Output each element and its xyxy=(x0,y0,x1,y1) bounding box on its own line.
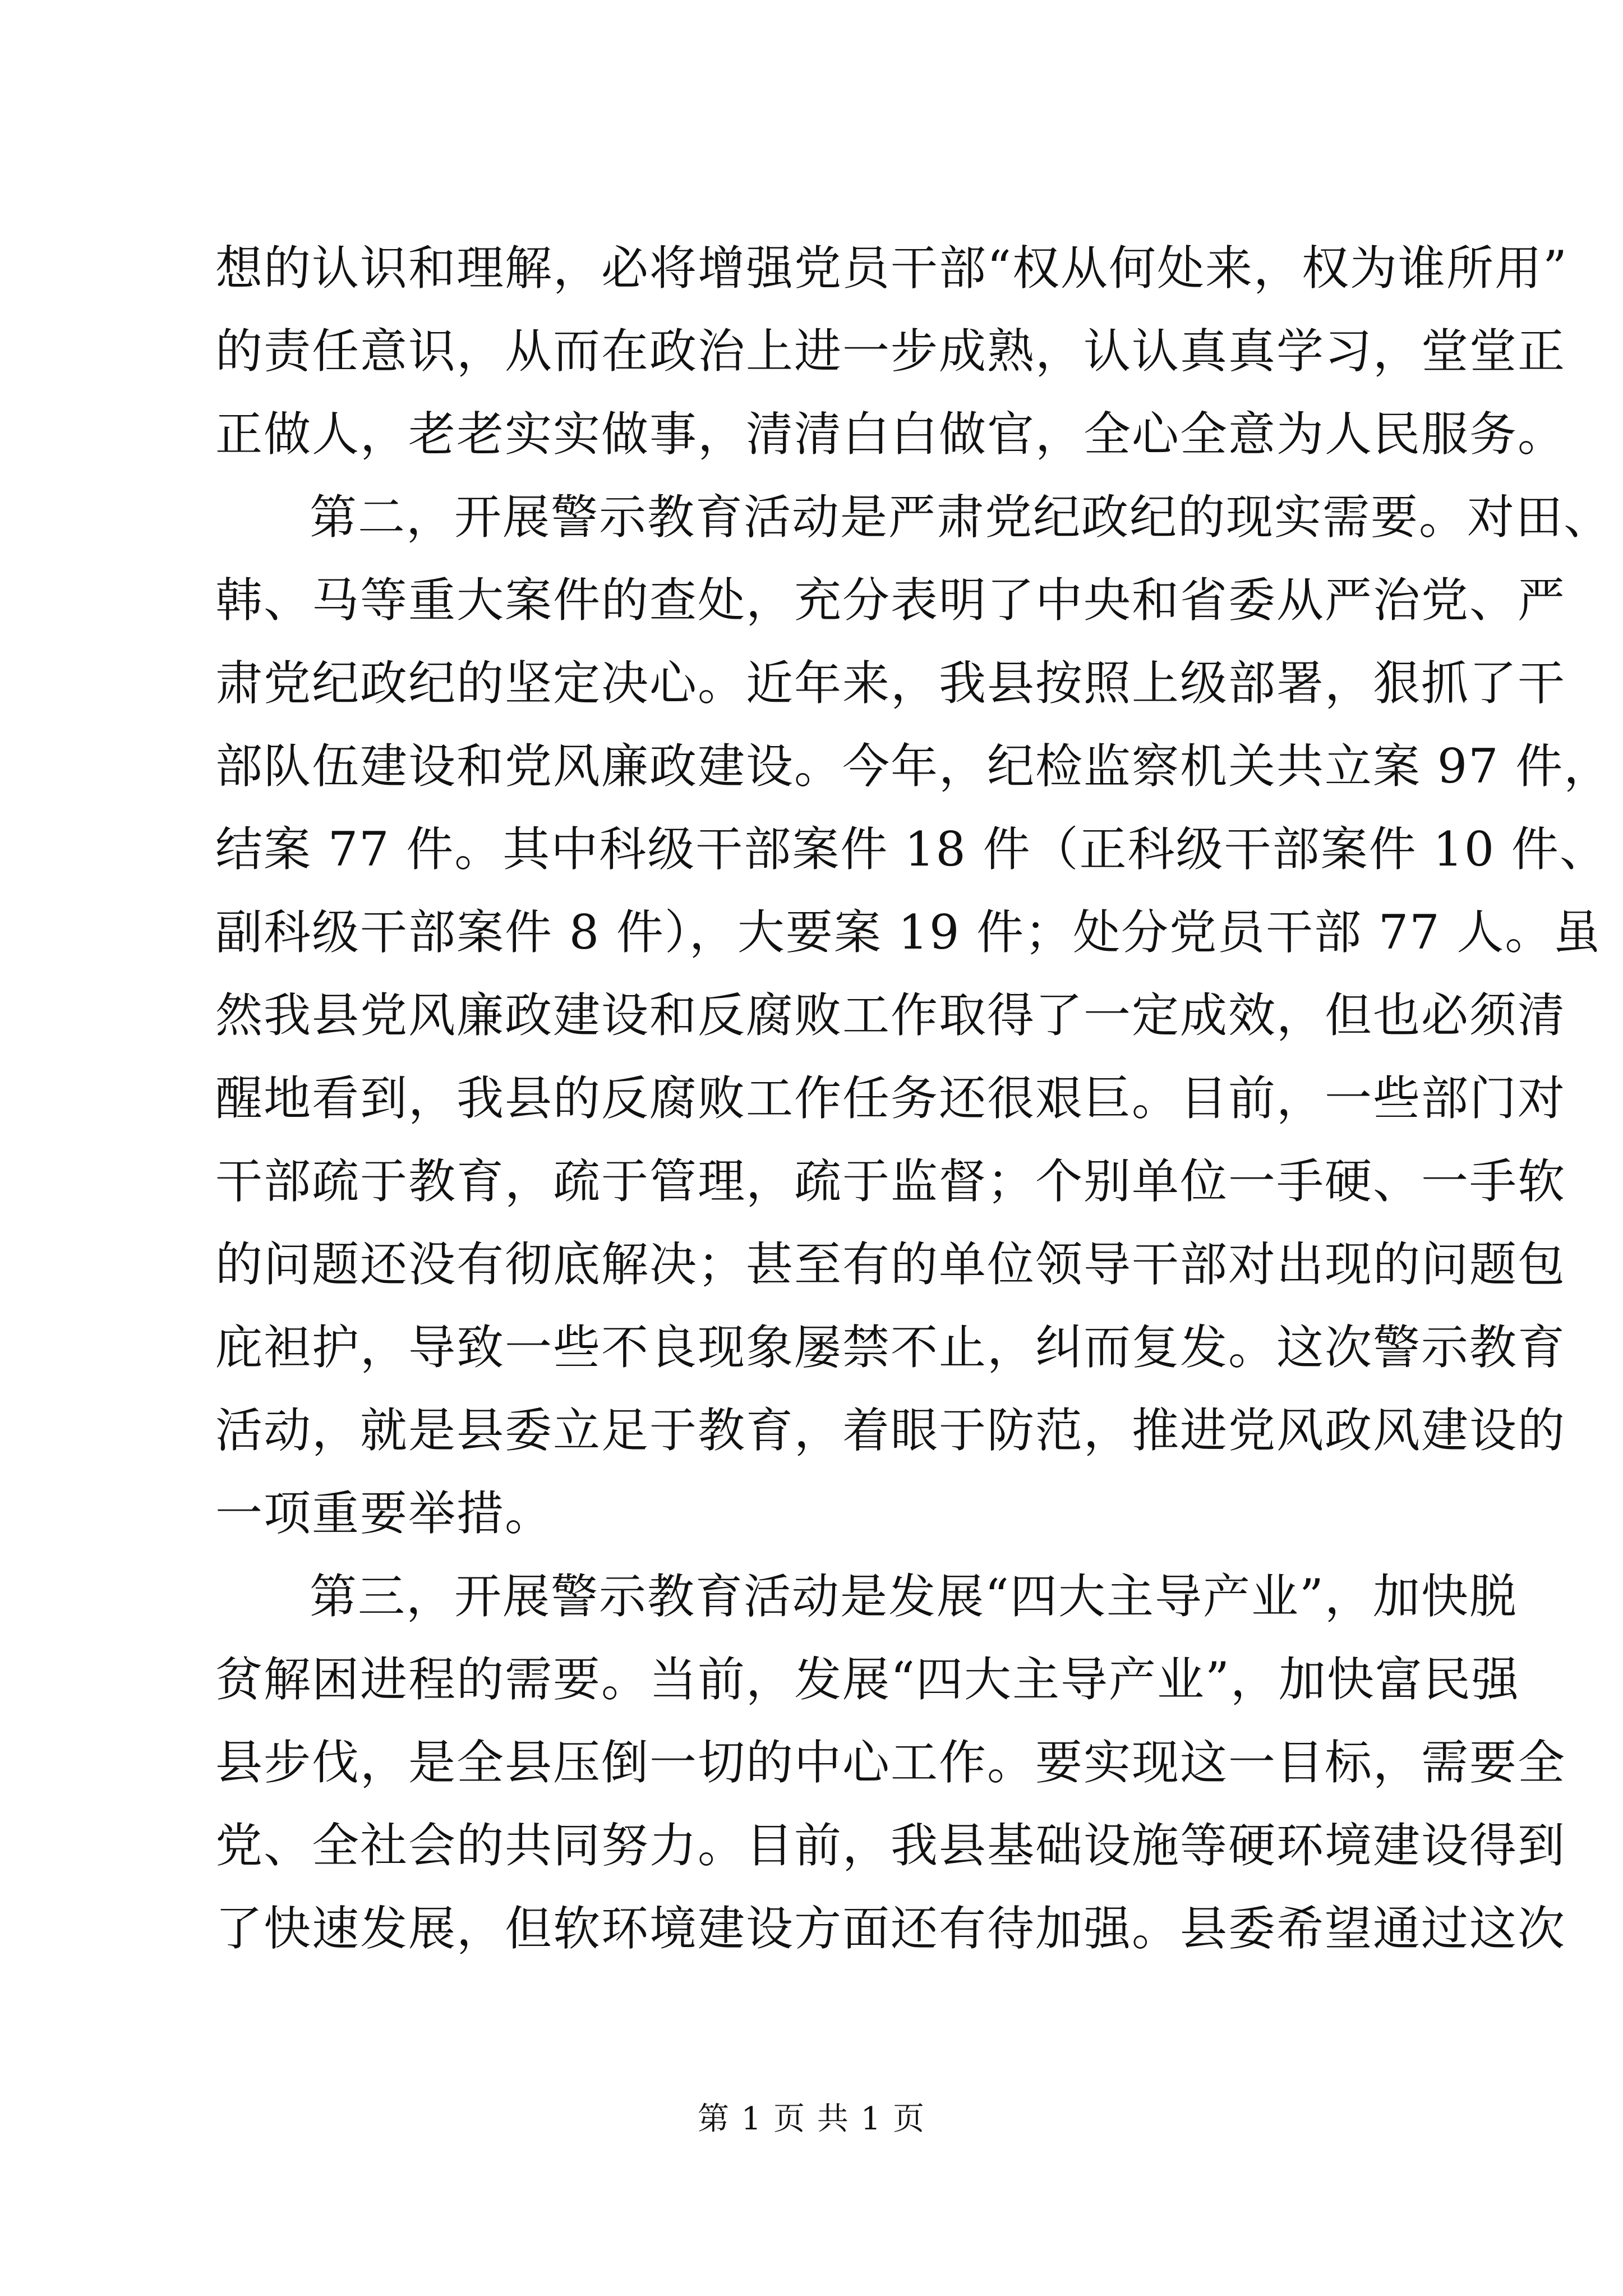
paragraph-start-line: 第二，开展警示教育活动是严肃党纪政纪的现实需要。对田、 xyxy=(310,490,1612,545)
document-body xyxy=(215,227,1612,1970)
text-line: 韩、马等重大案件的查处，充分表明了中央和省委从严治党、严 xyxy=(215,573,1566,628)
text-line: 县步伐，是全县压倒一切的中心工作。要实现这一目标，需要全 xyxy=(215,1735,1566,1790)
paragraph-start-line: 第三，开展警示教育活动是发展“四大主导产业”，加快脱 xyxy=(310,1569,1518,1624)
text-line: 醒地看到，我县的反腐败工作任务还很艰巨。目前，一些部门对 xyxy=(215,1071,1566,1126)
page-footer: 第 1 页 共 1 页 xyxy=(697,2101,926,2137)
text-line: 想的认识和理解，必将增强党员干部“权从何处来，权为谁所用” xyxy=(215,241,1568,296)
text-line: 肃党纪政纪的坚定决心。近年来，我县按照上级部署，狠抓了干 xyxy=(215,656,1566,711)
text-line: 活动，就是县委立足于教育，着眼于防范，推进党风政风建设的 xyxy=(215,1403,1566,1458)
text-line: 然我县党风廉政建设和反腐败工作取得了一定成效，但也必须清 xyxy=(215,988,1566,1043)
text-line: 副科级干部案件 8 件），大要案 19 件；处分党员干部 77 人。虽 xyxy=(215,905,1602,960)
text-line: 的问题还没有彻底解决；甚至有的单位领导干部对出现的问题包 xyxy=(215,1237,1566,1292)
text-line: 党、全社会的共同努力。目前，我县基础设施等硬环境建设得到 xyxy=(215,1818,1566,1873)
text-line: 的责任意识，从而在政治上进一步成熟，认认真真学习，堂堂正 xyxy=(215,324,1566,379)
text-line: 部队伍建设和党风廉政建设。今年，纪检监察机关共立案 97 件， xyxy=(215,739,1612,794)
text-line: 了快速发展，但软环境建设方面还有待加强。县委希望通过这次 xyxy=(215,1901,1566,1956)
text-line: 贫解困进程的需要。当前，发展“四大主导产业”，加快富民强 xyxy=(215,1652,1520,1707)
text-line: 干部疏于教育，疏于管理，疏于监督；个别单位一手硬、一手软 xyxy=(215,1154,1566,1209)
text-line: 庇袒护，导致一些不良现象屡禁不止，纠而复发。这次警示教育 xyxy=(215,1320,1566,1375)
text-line: 正做人，老老实实做事，清清白白做官，全心全意为人民服务。 xyxy=(215,407,1566,462)
text-line: 一项重要举措。 xyxy=(215,1486,554,1541)
text-line: 结案 77 件。其中科级干部案件 18 件（正科级干部案件 10 件、 xyxy=(215,822,1608,877)
